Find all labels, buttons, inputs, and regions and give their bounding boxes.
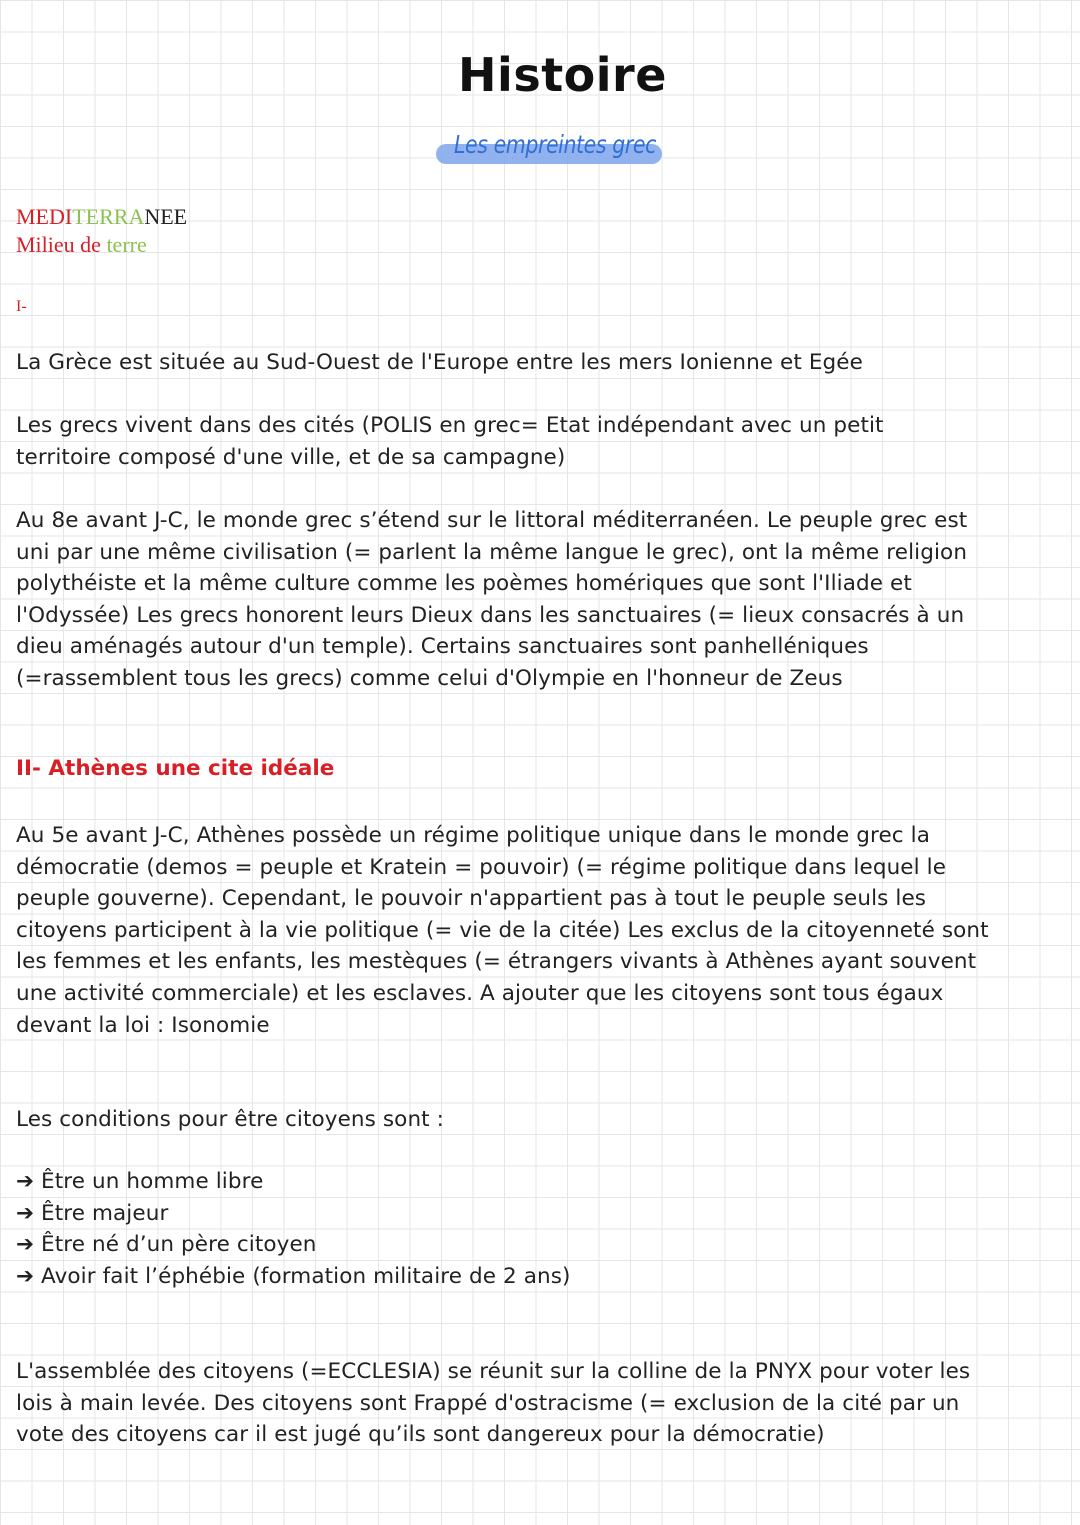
section-1-marker: I- [16,298,27,315]
list-item: ➔ Être un homme libre [16,1169,264,1194]
list-item: ➔ Avoir fait l’éphébie (formation militaire de 2 ans) [16,1263,571,1289]
definition-part-milieu: Milieu de [16,232,107,257]
mediterranee-definition [16,231,187,259]
conditions-list [16,1166,1016,1292]
definition-part-terre: terre [106,232,147,257]
etymology-block [16,203,187,259]
section-2-title: II- Athènes une cite idéale [16,756,335,781]
word-part-terra: TERRA [72,204,145,229]
word-part-nee: NEE [144,204,188,229]
page-title: Histoire [458,48,667,102]
paragraph-greek-world: Au 8e avant J-C, le monde grec s’étend sur le littoral méditerranéen. Le peuple grec est uni par une même civilisation (= parlent la même langue le grec), ont la même religion polythéiste et la même culture comme les poèmes homériques que sont l'Iliade et l'Odyssée) Les grecs honorent leurs Dieux dans les sanctuaires (= lieux consacrés à un dieu aménagés autour d'un temple). Certains sanctuaires sont panhelléniques (=rassemblent tous les grecs) comme celui d'Olympie en l'honneur de Zeus [16,508,968,691]
paragraph-ecclesia: L'assemblée des citoyens (=ECCLESIA) se réunit sur la colline de la PNYX pour voter les lois à main levée. Des citoyens sont Frappé d'ostracisme (= exclusion de la cité par un vote des citoyens car il est jugé qu’ils sont dangereux pour la démocratie) [16,1359,971,1448]
paragraph-conditions-intro: Les conditions pour être citoyens sont : [16,1107,444,1132]
paragraph-democracy: Au 5e avant J-C, Athènes possède un régime politique unique dans le monde grec la démocratie (demos = peuple et Kratein = pouvoir) (= régime politique dans lequel le peuple gouverne). Cependant, le pouvoir n'appartient pas à tout le peuple seuls les citoyens participent à la vie politique (= vie de la citée) Les exclus de la citoyenneté sont les femmes et les enfants, les mestèques (= étrangers vivants à Athènes ayant souvent une activité commerciale) et les esclaves. A ajouter que les citoyens sont tous égaux devant la loi : Isonomie [16,823,989,1038]
list-item: ➔ Être né d’un père citoyen [16,1232,317,1258]
subtitle: Les empreintes grec [454,130,656,159]
paragraph-polis: Les grecs vivent dans des cités (POLIS en grec= Etat indépendant avec un petit territoire composé d'une ville, et de sa campagne) [16,413,884,470]
paragraph-geography: La Grèce est située au Sud-Ouest de l'Europe entre les mers Ionienne et Egée [16,350,863,375]
subtitle-block [436,130,662,170]
list-item: ➔ Être majeur [16,1200,169,1226]
word-part-medi: MEDI [16,204,73,229]
mediterranee-word [16,203,187,231]
